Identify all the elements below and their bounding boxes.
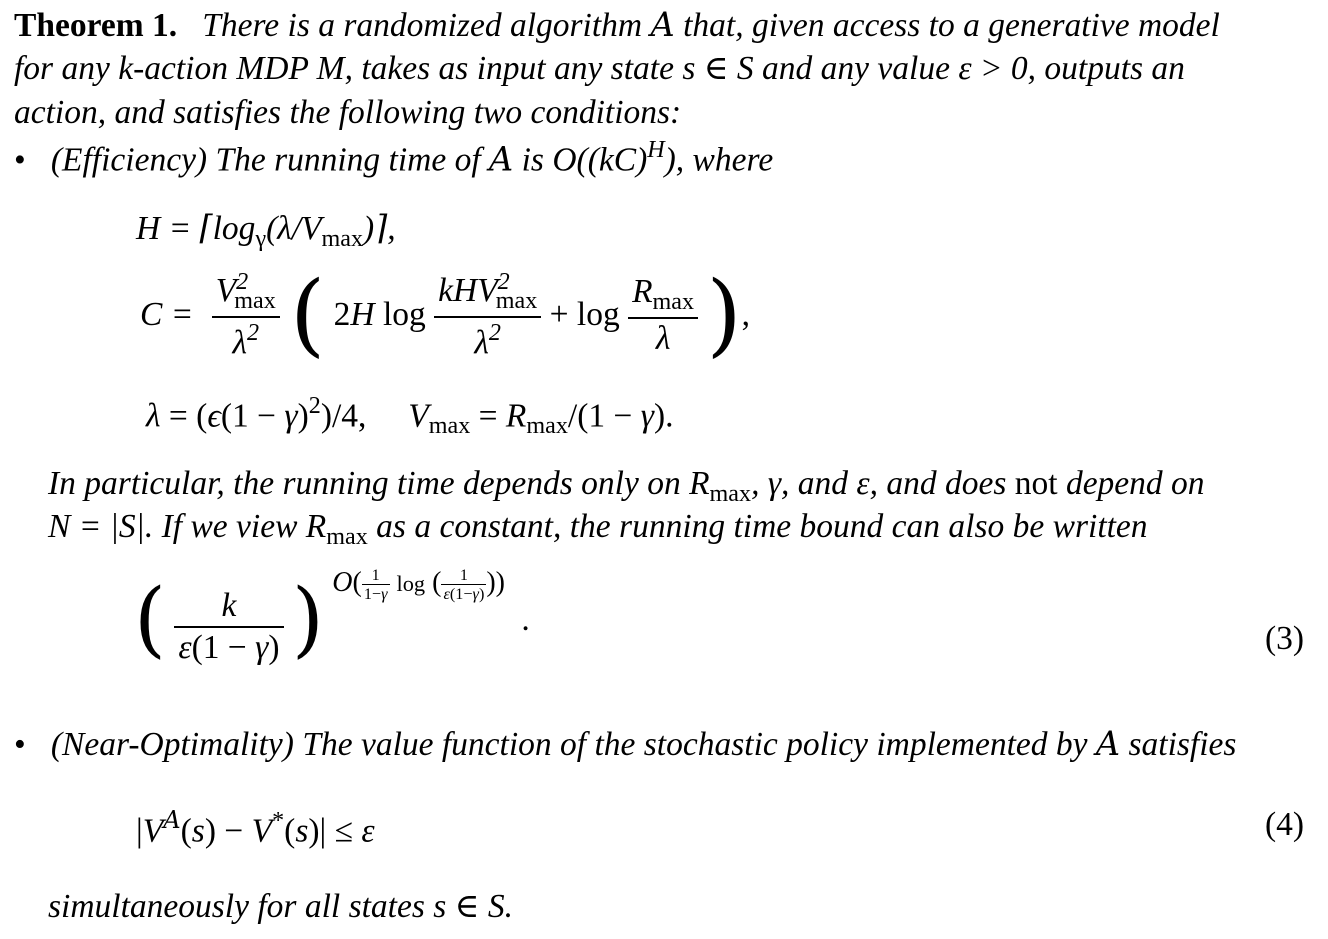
theorem-text-1b: that, given access to a generative model — [683, 7, 1220, 44]
eq-H-text: H = ⌈log — [136, 210, 256, 247]
theorem-text-1: There is a randomized algorithm — [202, 7, 643, 44]
particular-text-e: as a constant, the running time bound can also be written — [376, 508, 1148, 545]
fraction-khv: $\frac{kHV^2_{max}}{\lambda^2}$ — [434, 270, 541, 360]
efficiency-text: (Efficiency) The running time of — [50, 141, 481, 179]
particular-text-a: In particular, the running time depends only on R — [48, 465, 710, 502]
theorem-line-3: action, and satisfies the following two conditions: — [14, 94, 682, 131]
particular-line-2: N = |S|. If we view $R_{max}$ as a constant, the running time bound can also be written — [48, 508, 1148, 550]
particular-line-1: In particular, the running time depends only on $R_{max}$, γ, and ε, and does not depend on — [48, 465, 1205, 507]
equation-lambda: $\lambda = (\epsilon(1 - \gamma)^2)/4$, $V_{max} = R_{max}/(1 - \gamma)$. — [146, 393, 674, 440]
right-paren: ) — [706, 262, 742, 367]
equation-C: C = $\frac{V^2_{max}}{\lambda^2}$ ( 2H log $\frac{kHV^2_{max}}{\lambda^2}$ + log $\frac{R_{max}}{\lambda}$ ), — [140, 262, 750, 367]
particular-text-d: N = |S|. If we view R — [48, 508, 327, 545]
particular-text-b: , γ, and ε, and does — [751, 465, 1007, 502]
equation-3: ( $\frac{k}{\varepsilon(1 - \gamma)}$ ) O( $\frac{1}{1-\gamma}$ log ( $\frac{1}{\varepsilon(1-\gamma)}$ )) . — [134, 566, 530, 667]
equation-number-3: (3) — [1264, 620, 1304, 657]
efficiency-heading — [14, 138, 773, 177]
theorem-line-1 — [14, 5, 1220, 44]
efficiency-is: is — [521, 141, 544, 179]
left-paren: ( — [290, 262, 326, 367]
efficiency-order: O((kC) — [552, 141, 648, 179]
fraction-rmax: $\frac{R_{max}}{\lambda}$ — [628, 275, 698, 355]
eq-H-sub: γ — [255, 225, 267, 252]
equation-H — [136, 212, 396, 251]
closing-line: simultaneously for all states s ∈ S. — [48, 888, 513, 925]
bullet: • — [14, 726, 26, 763]
efficiency-where: ), where — [664, 141, 774, 179]
theorem-label: Theorem 1. — [14, 7, 178, 44]
algorithm-symbol: A — [650, 5, 675, 44]
efficiency-sup: H — [647, 137, 665, 163]
algorithm-symbol: A — [1095, 724, 1121, 763]
algorithm-symbol: A — [489, 139, 514, 179]
particular-text-c: depend on — [1065, 465, 1205, 502]
fraction-vmax-lambda: $\frac{V^2_{max}}{\lambda^2}$ — [212, 270, 280, 360]
near-opt-text: (Near-Optimality) The value function of the stochastic policy implemented by — [50, 726, 1088, 763]
near-opt-satisfies: satisfies — [1128, 726, 1237, 763]
equation-number-4: (4) — [1264, 806, 1304, 843]
bullet: • — [14, 141, 26, 179]
equation-4: $|V^A(s) - V^*(s)| \le \varepsilon$ — [136, 806, 375, 850]
particular-not: not — [1014, 465, 1058, 502]
eq-H-max: max — [321, 225, 364, 252]
near-optimality-heading — [14, 724, 1237, 763]
theorem-line-2: for any k-action MDP M, takes as input any state s ∈ S and any value ε > 0, outputs an — [14, 50, 1185, 87]
eq-H-rest: (λ/V — [266, 210, 322, 247]
eq-H-end: )⌉, — [363, 210, 396, 247]
